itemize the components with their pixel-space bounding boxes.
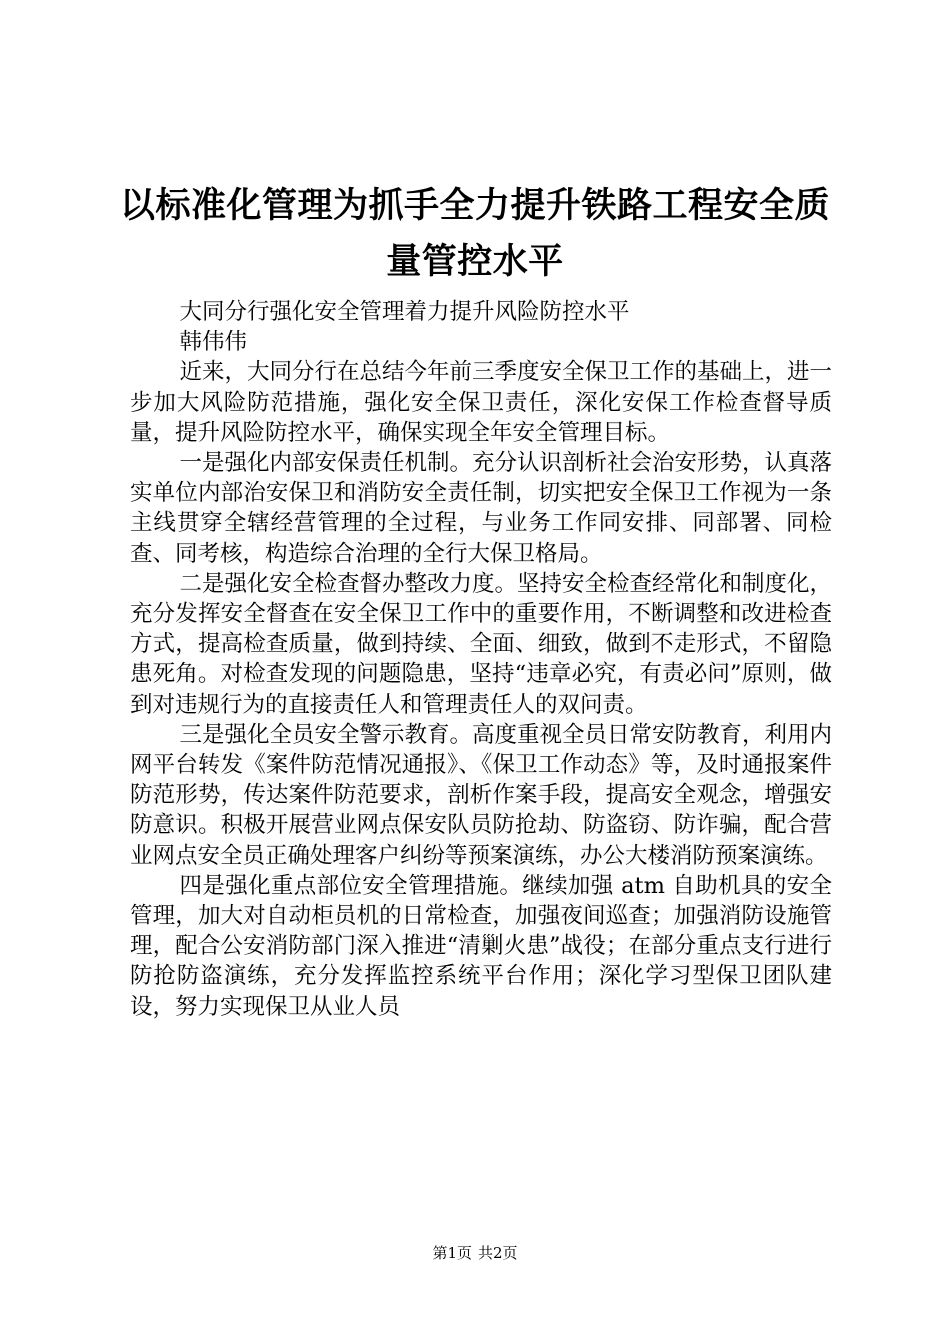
- paragraph-point-3: 三是强化全员安全警示教育。高度重视全员日常安防教育，利用内网平台转发《案件防范情况通报》、《保卫工作动态》等，及时通报案件防范形势，传达案件防范要求，剖析作案手段，提高安全观念，增强安防意识。积极开展营业网点保安队员防抢劫、防盗窃、防诈骗，配合营业网点安全员正确处理客户纠纷等预案演练，办公大楼消防预案演练。: [130, 721, 833, 869]
- document-title: 以标准化管理为抓手全力提升铁路工程安全质量管控水平: [119, 186, 830, 282]
- paragraph-point-2: 二是强化安全检查督办整改力度。坚持安全检查经常化和制度化，充分发挥安全督查在安全保卫工作中的重要作用，不断调整和改进检查方式，提高检查质量，做到持续、全面、细致，做到不走形式，不留隐患死角。对检查发现的问题隐患，坚持“违章必究，有责必问”原则，做到对违规行为的直接责任人和管理责任人的双问责。: [130, 570, 833, 718]
- paragraph-point-4: 四是强化重点部位安全管理措施。继续加强 atm 自助机具的安全管理，加大对自动柜员机的日常检查，加强夜间巡查；加强消防设施管理，配合公安消防部门深入推进“清剿火患”战役；在部分重点支行进行防抢防盗演练，充分发挥监控系统平台作用；深化学习型保卫团队建设，努力实现保卫从业人员: [130, 872, 832, 1020]
- paragraph-intro: 近来，大同分行在总结今年前三季度安全保卫工作的基础上，进一步加大风险防范措施，强化安全保卫责任，深化安保工作检查督导质量，提升风险防控水平，确保实现全年安全管理目标。: [130, 359, 833, 446]
- page-total: 共2页: [478, 1244, 518, 1262]
- document-subtitle: 大同分行强化安全管理着力提升风险防控水平: [179, 299, 630, 325]
- document-body: [130, 297, 832, 1022]
- page-footer: [0, 1243, 950, 1263]
- document-author: 韩伟伟: [179, 329, 248, 356]
- page-number: 第1页: [432, 1244, 472, 1262]
- paragraph-point-1: 一是强化内部安保责任机制。充分认识剖析社会治安形势，认真落实单位内部治安保卫和消防安全责任制，切实把安全保卫工作视为一条主线贯穿全辖经营管理的全过程，与业务工作同安排、同部署、同检查、同考核，构造综合治理的全行大保卫格局。: [130, 450, 833, 567]
